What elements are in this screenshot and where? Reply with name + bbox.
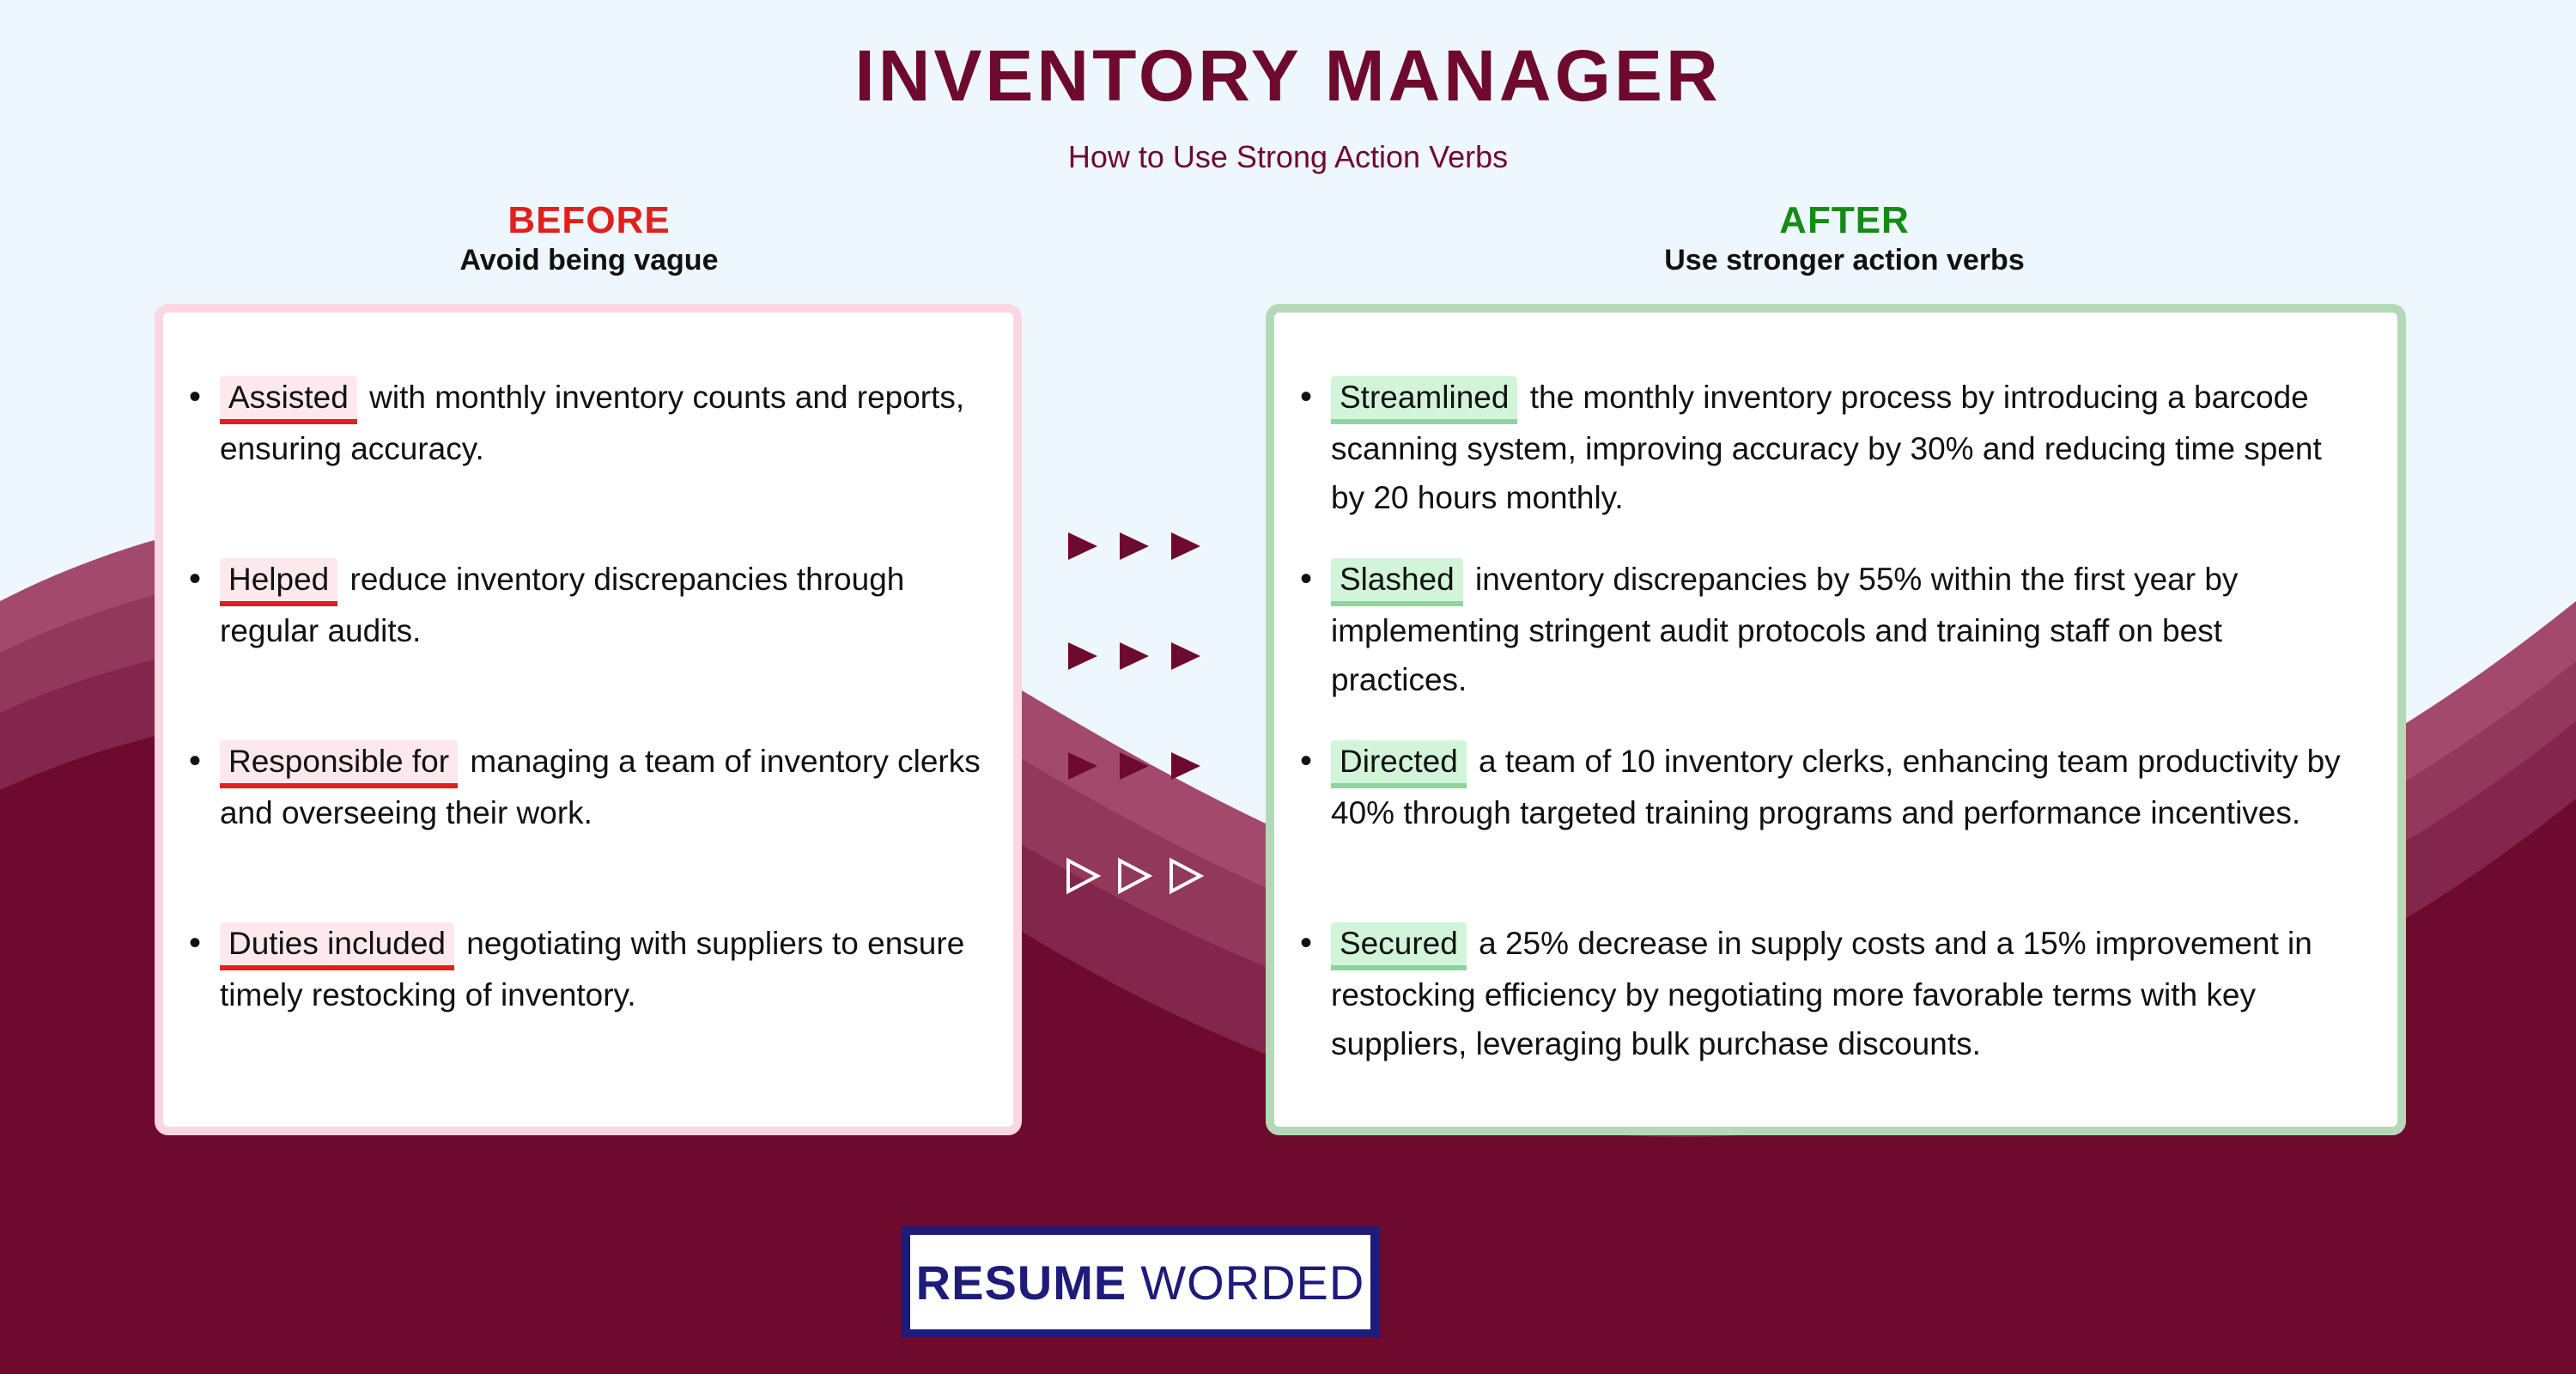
weak-verb: Assisted [220,376,357,424]
after-item-3 [1300,737,2361,837]
after-item-text: inventory discrepancies by 55% within the first year by implementing stringent audit protocols and training staff on best practices. [1331,562,2239,697]
strong-verb: Streamlined [1331,376,1517,424]
triple-play-arrow-icon [1061,630,1219,682]
strong-verb: Secured [1331,922,1467,970]
before-item-1 [189,373,993,473]
bullet-icon: • [189,924,202,962]
before-heading [160,199,1018,277]
page-title: INVENTORY MANAGER [854,35,1722,116]
strong-verb: Slashed [1331,558,1463,606]
after-item-2 [1300,555,2361,704]
before-item-2 [189,555,993,655]
triple-play-arrow-icon [1061,740,1219,792]
after-item-text: a 25% decrease in supply costs and a 15% improvement in restocking efficiency by negotiating more favorable terms with key suppliers, leveraging bulk purchase discounts. [1331,926,2312,1061]
before-item-text: reduce inventory discrepancies through regular audits. [220,562,905,648]
weak-verb: Responsible for [220,740,458,788]
bullet-icon: • [1300,378,1313,416]
weak-verb: Duties included [220,922,454,970]
strong-verb: Directed [1331,740,1467,788]
after-item-text: the monthly inventory process by introducing a barcode scanning system, improving accuracy by 30% and reducing time spent by 20 hours monthly. [1331,380,2322,515]
bullet-icon: • [1300,742,1313,780]
before-item-4 [189,919,993,1019]
after-label: AFTER [1779,199,1910,241]
before-item-text: with monthly inventory counts and reports, ensuring accuracy. [220,380,965,466]
bullet-icon: • [189,560,202,598]
weak-verb: Helped [220,558,337,606]
triple-play-outline-arrow-icon [1061,850,1219,902]
before-label: BEFORE [507,199,671,241]
page-subtitle: How to Use Strong Action Verbs [1067,139,1509,174]
after-item-1 [1300,373,2361,522]
logo-bold-text: RESUME [915,1255,1127,1310]
arrow-group-3 [1061,740,1219,792]
before-item-3 [189,737,993,837]
bullet-icon: • [189,742,202,780]
before-item-text: managing a team of inventory clerks and overseeing their work. [220,744,981,830]
after-item-text: a team of 10 inventory clerks, enhancing team productivity by 40% through targeted training programs and performance incentives. [1331,744,2341,830]
triple-play-arrow-icon [1061,520,1219,572]
before-sublabel: Avoid being vague [459,244,719,277]
after-card [1266,304,2406,1135]
before-item-text: negotiating with suppliers to ensure timely restocking of inventory. [220,926,965,1012]
before-card [155,304,1022,1135]
bullet-icon: • [189,378,202,416]
arrow-group-2 [1061,630,1219,682]
after-item-4 [1300,919,2361,1068]
arrow-group-1 [1061,520,1219,572]
after-heading [1273,199,2416,277]
arrow-group-4 [1061,850,1219,902]
after-sublabel: Use stronger action verbs [1664,244,2025,277]
logo-light-text: WORDED [1140,1255,1365,1310]
resume-worded-logo[interactable] [902,1226,1379,1338]
bullet-icon: • [1300,560,1313,598]
bullet-icon: • [1300,924,1313,962]
